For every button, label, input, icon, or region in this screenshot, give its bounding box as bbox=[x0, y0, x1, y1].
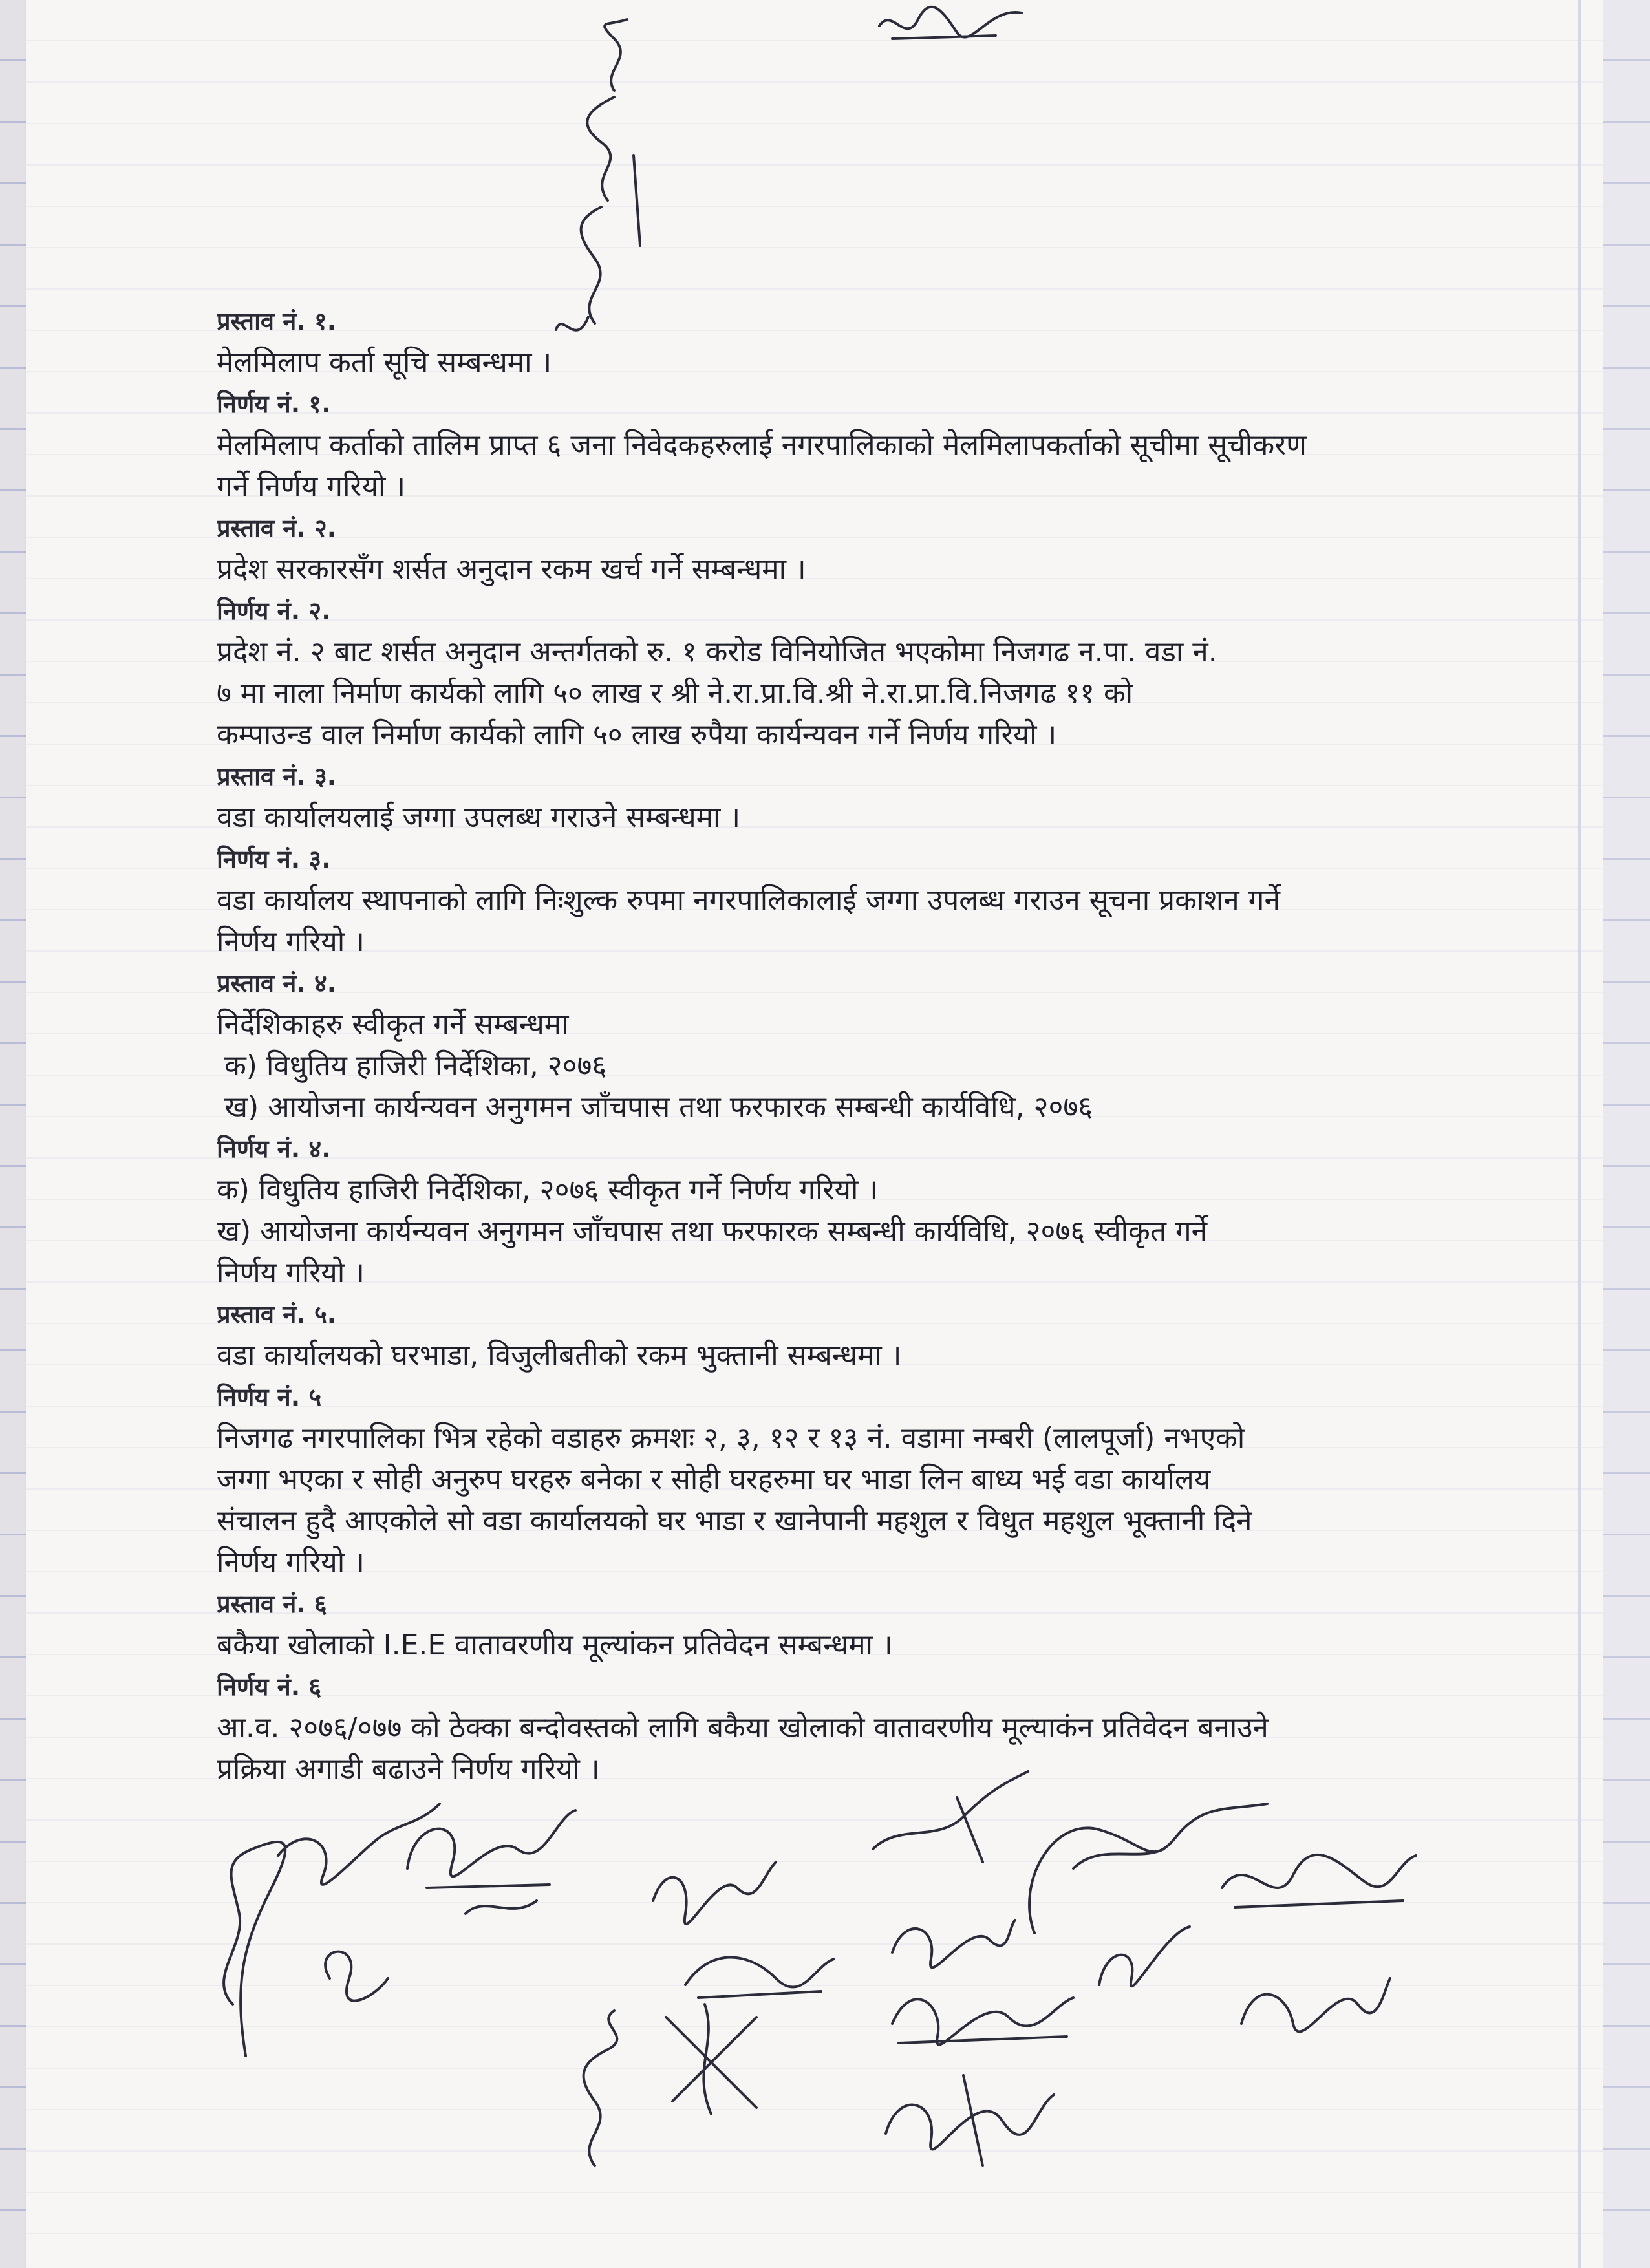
notebook-left-edge bbox=[0, 0, 26, 2268]
section-heading: निर्णय नं. ६ bbox=[217, 1673, 322, 1701]
text-line: प्रदेश सरकारसँग शर्सत अनुदान रकम खर्च गर्ने सम्बन्धमा । bbox=[217, 553, 806, 586]
text-line: निर्णय गरियो । bbox=[217, 1256, 365, 1289]
section-heading: प्रस्ताव नं. १. bbox=[217, 307, 337, 336]
text-line: बकैया खोलाको I.E.E वातावरणीय मूल्यांकन प्रतिवेदन सम्बन्धमा । bbox=[217, 1629, 893, 1662]
text-line: वडा कार्यालयलाई जग्गा उपलब्ध गराउने सम्बन्धमा । bbox=[217, 801, 741, 834]
vertical-date-annotation bbox=[537, 13, 666, 349]
text-line: प्रक्रिया अगाडी बढाउने निर्णय गरियो । bbox=[217, 1753, 600, 1786]
text-line: निर्देशिकाहरु स्वीकृत गर्ने सम्बन्धमा bbox=[217, 1008, 569, 1041]
text-line: आ.व. २०७६/०७७ को ठेक्का बन्दोवस्तको लागि बकैया खोलाको वातावरणीय मूल्याकंन प्रतिवेदन बनाउने bbox=[217, 1711, 1269, 1744]
text-line: निर्णय गरियो । bbox=[217, 925, 365, 958]
text-line: वडा कार्यालय स्थापनाको लागि निःशुल्क रुपमा नगरपालिकालाई जग्गा उपलब्ध गराउन सूचना प्रकाशन गर्ने bbox=[217, 884, 1280, 917]
text-line: कम्पाउन्ड वाल निर्माण कार्यको लागि ५० लाख रुपैया कार्यन्यवन गर्ने निर्णय गरियो । bbox=[217, 718, 1057, 751]
text-line: निजगढ नगरपालिका भित्र रहेको वडाहरु क्रमशः २, ३, १२ र १३ नं. वडामा नम्बरी (लालपूर्जा) नभएको bbox=[217, 1422, 1245, 1455]
minutes-text bbox=[217, 301, 1497, 1790]
section-heading: निर्णय नं. १. bbox=[217, 390, 331, 418]
signature-vertical bbox=[562, 2004, 634, 2172]
text-line: गर्ने निर्णय गरियो । bbox=[217, 470, 406, 503]
section-heading: प्रस्ताव नं. २. bbox=[217, 514, 337, 542]
text-line: ७ मा नाला निर्माण कार्यको लागि ५० लाख र श्री ने.रा.प्रा.वि.श्री ने.रा.प्रा.वि.निजगढ ११ को bbox=[217, 677, 1133, 710]
section-heading: प्रस्ताव नं. ५. bbox=[217, 1300, 337, 1329]
page-margin-line bbox=[1578, 0, 1581, 2268]
notebook-right-edge bbox=[1603, 0, 1650, 2268]
signature-2 bbox=[388, 1791, 582, 1933]
text-line: ख) आयोजना कार्यन्यवन अनुगमन जाँचपास तथा फरफारक सम्बन्धी कार्यविधि, २०७६ स्वीकृत गर्ने bbox=[217, 1215, 1208, 1248]
text-line: ख) आयोजना कार्यन्यवन अनुगमन जाँचपास तथा फरफारक सम्बन्धी कार्यविधि, २०७६ bbox=[224, 1091, 1093, 1124]
text-line: निर्णय गरियो । bbox=[217, 1546, 365, 1579]
top-scribble-signature bbox=[866, 0, 1034, 52]
section-heading: निर्णय नं. ५ bbox=[217, 1383, 322, 1411]
text-line: संचालन हुदै आएकोले सो वडा कार्यालयको घर भाडा र खानेपानी महशुल र विधुत महशुल भूक्तानी दिने bbox=[217, 1504, 1252, 1537]
signature-5 bbox=[647, 1991, 776, 2121]
signature-11 bbox=[1086, 1907, 1203, 2011]
text-line: प्रदेश नं. २ बाट शर्सत अनुदान अन्तर्गतको रु. १ करोड विनियोजित भएकोमा निजगढ न.पा. वडा नं. bbox=[217, 636, 1217, 669]
section-heading: निर्णय नं. २. bbox=[217, 597, 331, 625]
section-heading: प्रस्ताव नं. ४. bbox=[217, 969, 337, 998]
text-line: मेलमिलाप कर्ता सूचि सम्बन्धमा । bbox=[217, 346, 552, 379]
text-line: क) विधुतिय हाजिरी निर्देशिका, २०७६ स्वीकृत गर्ने निर्णय गरियो । bbox=[217, 1173, 879, 1206]
section-heading: प्रस्ताव नं. ६ bbox=[217, 1590, 327, 1618]
signature-12 bbox=[1209, 1836, 1422, 1940]
text-line: वडा कार्यालयको घरभाडा, विजुलीबतीको रकम भुक्तानी सम्बन्धमा । bbox=[217, 1339, 902, 1372]
text-line: क) विधुतिय हाजिरी निर्देशिका, २०७६ bbox=[224, 1049, 607, 1082]
text-line: मेलमिलाप कर्ताको तालिम प्राप्त ६ जना निवेदकहरुलाई नगरपालिकाको मेलमिलापकर्ताको सूचीमा सूचीकरण bbox=[217, 429, 1307, 462]
signature-10 bbox=[866, 2056, 1060, 2172]
section-heading: प्रस्ताव नं. ३. bbox=[217, 762, 337, 791]
text-line: जग्गा भएका र सोही अनुरुप घरहरु बनेका र सोही घरहरुमा घर भाडा लिन बाध्य भई वडा कार्यालय bbox=[217, 1463, 1211, 1496]
section-heading: निर्णय नं. ३. bbox=[217, 845, 331, 873]
signature-13 bbox=[1228, 1952, 1397, 2056]
section-heading: निर्णय नं. ४. bbox=[217, 1135, 331, 1163]
signature-9 bbox=[879, 1965, 1086, 2062]
